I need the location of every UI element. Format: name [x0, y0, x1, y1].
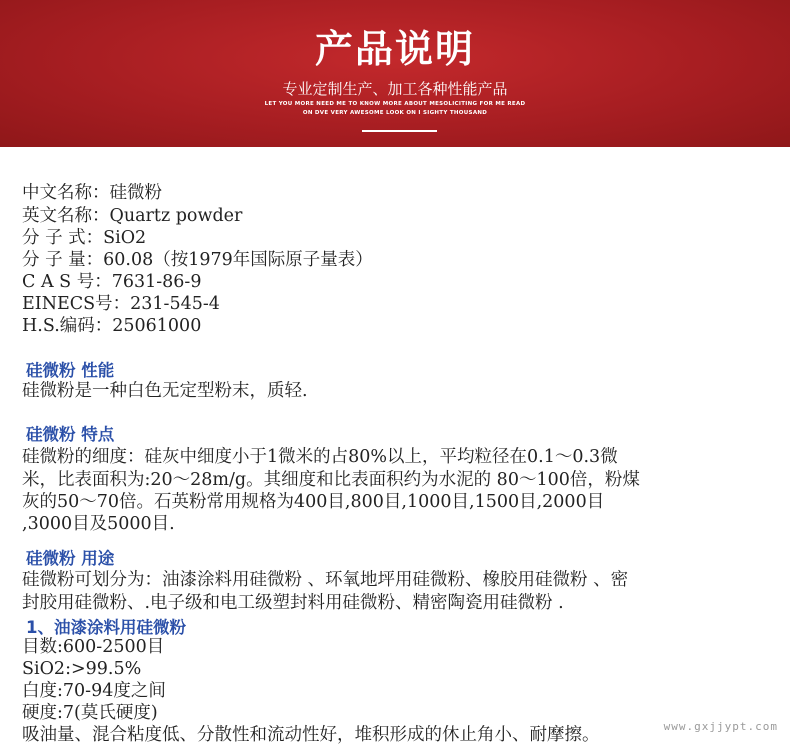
section-heading-uses: 硅微粉 用途 — [26, 549, 115, 568]
banner-english-line-2: ON DVE VERY AWESOME LOOK ON I SIGHTY THOUSAND — [302, 110, 488, 116]
property-formula: 分 子 式：SiO2 — [22, 228, 147, 248]
paint-spec-sio2: SiO2:>99.5% — [22, 659, 142, 679]
paint-spec-whiteness: 白度:70-94度之间 — [22, 681, 166, 701]
performance-text: 硅微粉是一种白色无定型粉末，质轻. — [22, 381, 308, 401]
banner-english-line-1: LET YOU MORE NEED ME TO KNOW MORE ABOUT MESOLICITING FOR ME READ — [264, 101, 526, 107]
watermark: www.gxjjypt.com — [663, 720, 778, 733]
property-cas: C A S 号：7631-86-9 — [22, 272, 202, 292]
property-molecular-weight: 分 子 量：60.08（按1979年国际原子量表） — [22, 250, 373, 270]
property-english-name: 英文名称：Quartz powder — [22, 206, 243, 226]
features-text-line: 灰的50～70倍。石英粉常用规格为400目,800目,1000目,1500目,2000目 — [22, 492, 605, 512]
features-text-line: 米，比表面积为:20～28m/g。其细度和比表面积约为水泥的 80～100倍，粉煤 — [22, 470, 640, 490]
section-heading-paint: 1、油漆涂料用硅微粉 — [26, 618, 186, 637]
paint-spec-mesh: 目数:600-2500目 — [22, 637, 165, 657]
banner-title: 产品说明 — [314, 27, 475, 71]
property-hs-code: H.S.编码：25061000 — [22, 316, 202, 336]
section-heading-features: 硅微粉 特点 — [26, 425, 115, 444]
property-chinese-name: 中文名称：硅微粉 — [22, 183, 162, 203]
paint-spec-oil-absorption: 吸油量、混合粘度低、分散性和流动性好，堆积形成的休止角小、耐摩擦。 — [22, 725, 600, 745]
features-text-line: 硅微粉的细度：硅灰中细度小于1微米的占80%以上，平均粒径在0.1～0.3微 — [22, 447, 618, 467]
paint-spec-hardness: 硬度:7(莫氏硬度) — [22, 703, 158, 723]
section-heading-performance: 硅微粉 性能 — [26, 361, 115, 380]
features-text-line: ,3000目及5000目. — [22, 514, 175, 534]
banner-subtitle: 专业定制生产、加工各种性能产品 — [282, 80, 508, 98]
property-einecs: EINECS号：231-545-4 — [22, 294, 220, 314]
uses-text-line: 封胶用硅微粉、.电子级和电工级塑封料用硅微粉、精密陶瓷用硅微粉 . — [22, 593, 564, 613]
uses-text-line: 硅微粉可划分为：油漆涂料用硅微粉 、环氧地坪用硅微粉、橡胶用硅微粉 、密 — [22, 570, 629, 590]
